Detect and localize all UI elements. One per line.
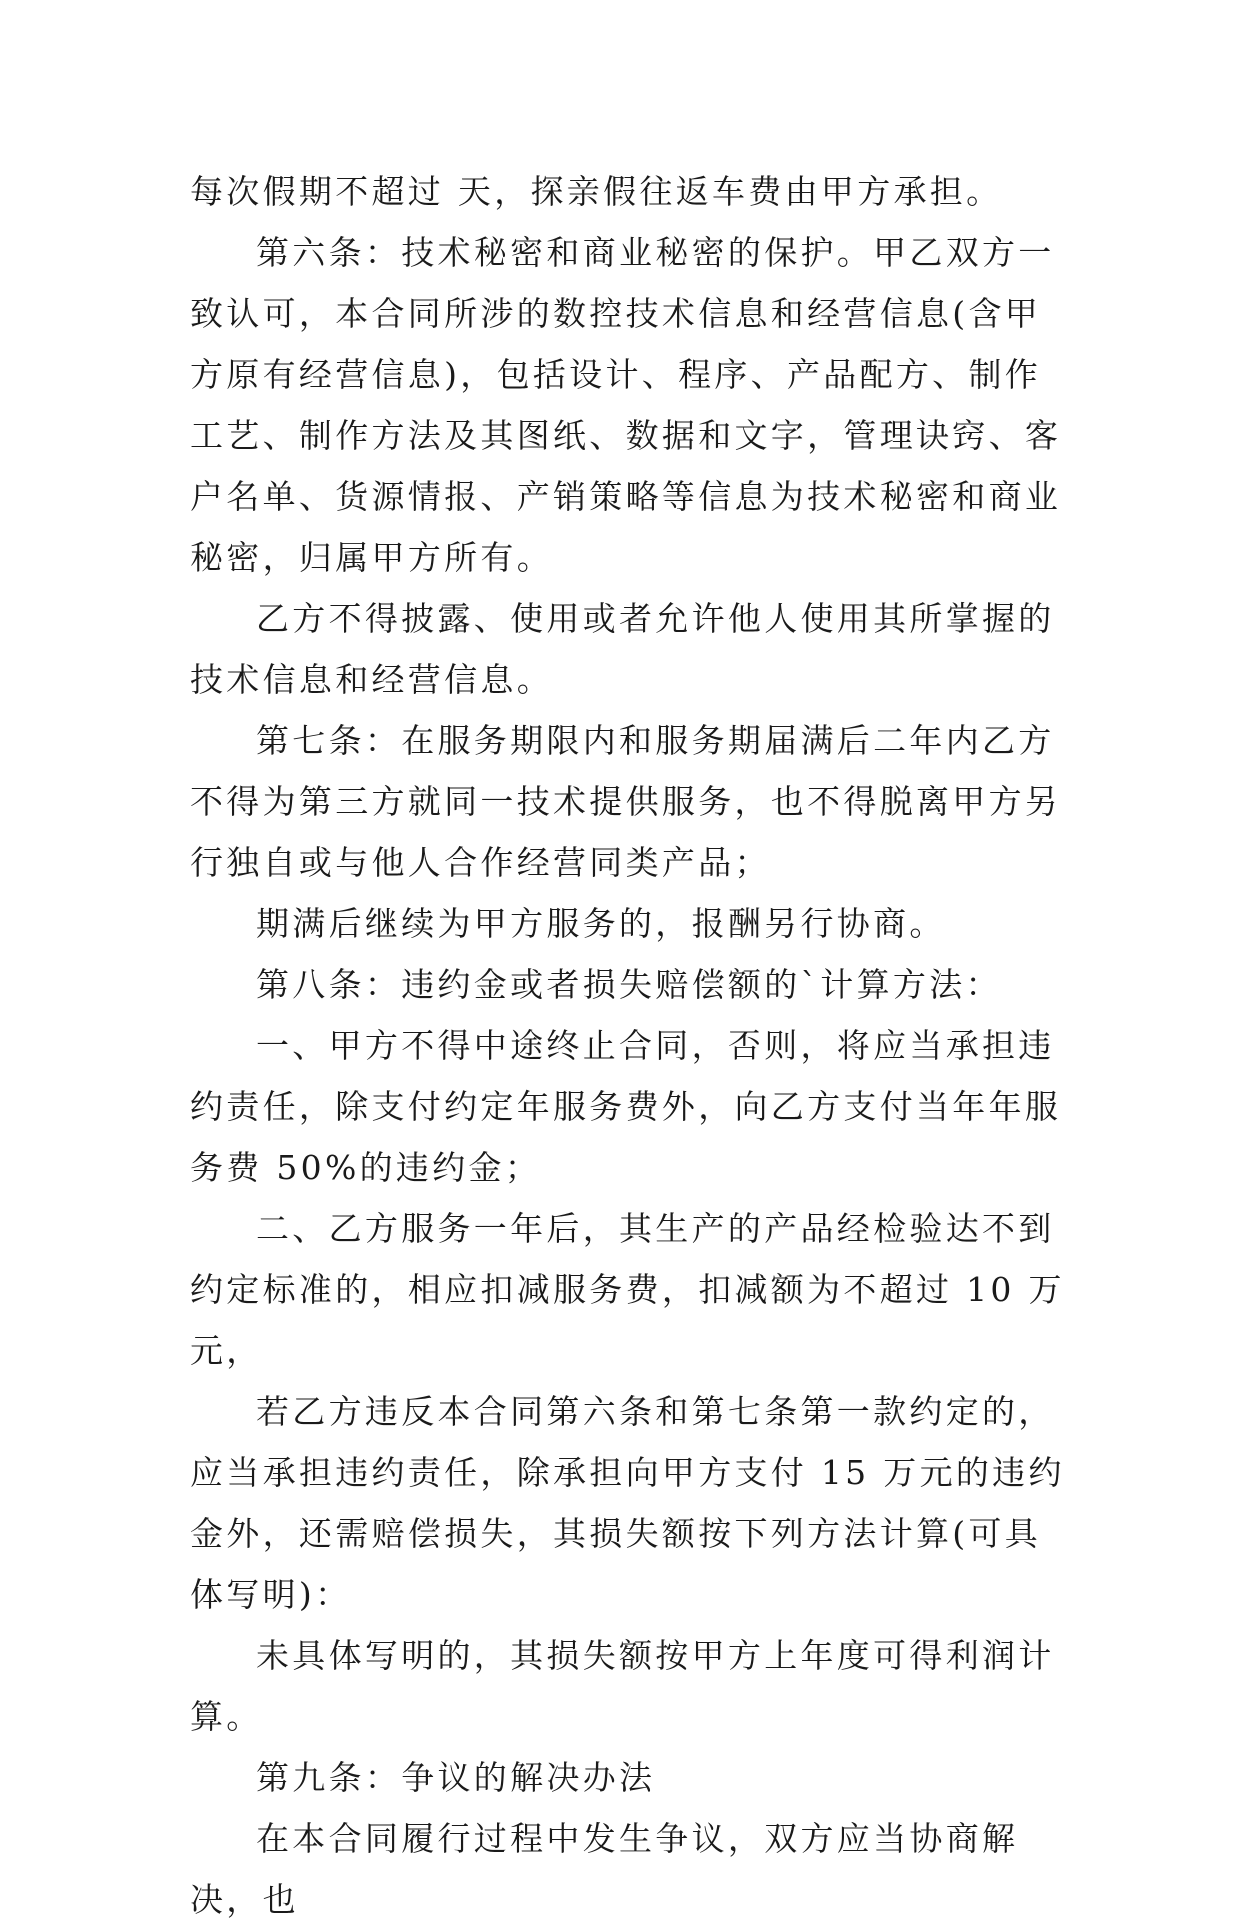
paragraph-clause-2: 二、乙方服务一年后，其生产的产品经检验达不到约定标准的，相应扣减服务费，扣减额为不超过 10 万元，: [190, 1209, 1065, 1370]
paragraph-article-9: 第九条：争议的解决办法: [256, 1758, 656, 1797]
paragraph-renewal: 期满后继续为甲方服务的，报酬另行协商。: [256, 904, 946, 943]
paragraph-article-6: 第六条：技术秘密和商业秘密的保护。甲乙双方一致认可，本合同所涉的数控技术信息和经营信息(含甲方原有经营信息)，包括设计、程序、产品配方、制作工艺、制作方法及其图纸、数据和文字，管理诀窍、客户名单、货源情报、产销策略等信息为技术秘密和商业秘密，归属甲方所有。: [190, 233, 1062, 577]
paragraph-clause-1: 一、甲方不得中途终止合同，否则，将应当承担违约责任，除支付约定年服务费外，向乙方支付当年年服务费 50%的违约金；: [190, 1026, 1062, 1187]
contract-text-body: [190, 161, 1070, 1930]
paragraph-dispute: 在本合同履行过程中发生争议，双方应当协商解决，也: [190, 1819, 1019, 1919]
paragraph-nondisclosure: 乙方不得披露、使用或者允许他人使用其所掌握的技术信息和经营信息。: [190, 599, 1055, 699]
paragraph-breach: 若乙方违反本合同第六条和第七条第一款约定的，应当承担违约责任，除承担向甲方支付 15 万元的违约金外，还需赔偿损失，其损失额按下列方法计算(可具体写明)：: [190, 1392, 1065, 1614]
paragraph-article-8: 第八条：违约金或者损失赔偿额的`计算方法：: [256, 965, 1002, 1004]
paragraph-leave-terms: 每次假期不超过 天，探亲假往返车费由甲方承担。: [190, 172, 1003, 211]
paragraph-loss-calc: 未具体写明的，其损失额按甲方上年度可得利润计算。: [190, 1636, 1055, 1736]
paragraph-article-7: 第七条：在服务期限内和服务期届满后二年内乙方不得为第三方就同一技术提供服务，也不得脱离甲方另行独自或与他人合作经营同类产品；: [190, 721, 1062, 882]
